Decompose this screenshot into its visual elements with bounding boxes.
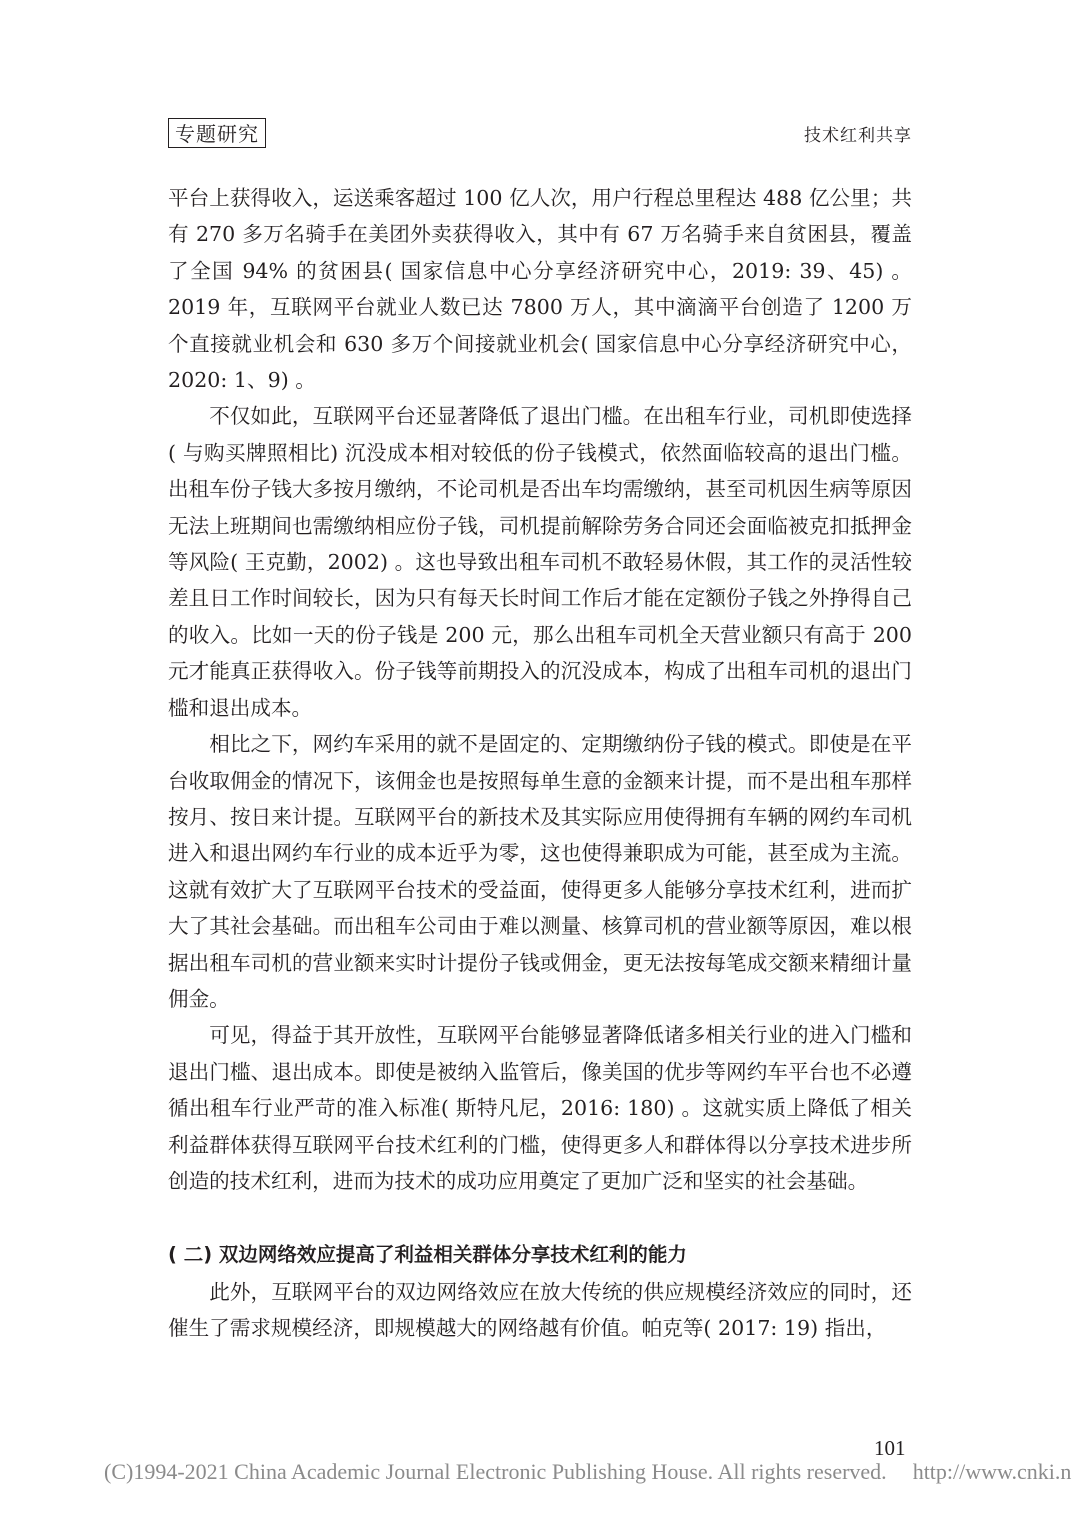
paragraph-2: 不仅如此，互联网平台还显著降低了退出门槛。在出租车行业，司机即使选择( 与购买牌照相比) 沉没成本相对较低的份子钱模式，依然面临较高的退出门槛。出租车份子钱大多按月缴纳，不论司机是否出车均需缴纳，甚至司机因生病等原因无法上班期间也需缴纳相应份子钱，司机提前解除劳务合同还会面临被克扣抵押金等风险( 王克勤，2002) 。这也导致出租车司机不敢轻易休假，其工作的灵活性较差且日工作时间较长，因为只有每天长时间工作后才能在定额份子钱之外挣得自己的收入。比如一天的份子钱是 200 元，那么出租车司机全天营业额只有高于 200 元才能真正获得收入。份子钱等前期投入的沉没成本，构成了出租车司机的退出门槛和退出成本。 (168, 404, 912, 720)
page-number: 101 (874, 1436, 906, 1460)
paragraph-4: 可见，得益于其开放性，互联网平台能够显著降低诸多相关行业的进入门槛和退出门槛、退出成本。即使是被纳入监管后，像美国的优步等网约车平台也不必遵循出租车行业严苛的准入标准( 斯特凡尼，2016: 180) 。这就实质上降低了相关利益群体获得互联网平台技术红利的门槛，使得更多人和群体得以分享技术进步所创造的技术红利，进而为技术的成功应用奠定了更加广泛和坚实的社会基础。 (168, 1023, 912, 1193)
paragraph-5: 此外，互联网平台的双边网络效应在放大传统的供应规模经济效应的同时，还催生了需求规模经济，即规模越大的网络越有价值。帕克等( 2017: 19) 指出， (168, 1279, 912, 1341)
section-label: 专题研究 (168, 118, 266, 148)
copyright-line (104, 1458, 1071, 1486)
paragraph-3: 相比之下，网约车采用的就不是固定的、定期缴纳份子钱的模式。即使是在平台收取佣金的情况下，该佣金也是按照每单生意的金额来计提，而不是出租车那样按月、按日来计提。互联网平台的新技术及其实际应用使得拥有车辆的网约车司机进入和退出网约车行业的成本近乎为零，这也使得兼职成为可能，甚至成为主流。这就有效扩大了互联网平台技术的受益面，使得更多人能够分享技术红利，进而扩大了其社会基础。而出租车公司由于难以测量、核算司机的营业额等原因，难以根据出租车司机的营业额来实时计提份子钱或佣金，更无法按每笔成交额来精细计量佣金。 (168, 732, 912, 1011)
running-title: 技术红利共享 (804, 126, 912, 146)
cnki-url: http://www.cnki.n (912, 1459, 1072, 1484)
article-body (168, 180, 912, 1347)
copyright-text: (C)1994-2021 China Academic Journal Electronic Publishing House. All rights reserved. (104, 1459, 887, 1484)
paragraph-1: 平台上获得收入，运送乘客超过 100 亿人次，用户行程总里程达 488 亿公里；共有 270 多万名骑手在美团外卖获得收入，其中有 67 万名骑手来自贫困县，覆盖了全国 94% 的贫困县( 国家信息中心分享经济研究中心，2019: 39、45) 。2019 年，互联网平台就业人数已达 7800 万人，其中滴滴平台创造了 1200 万个直接就业机会和 630 多万个间接就业机会( 国家信息中心分享经济研究中心，2020: 1、9) 。 (168, 186, 912, 393)
section-subheading: ( 二) 双边网络效应提高了利益相关群体分享技术红利的能力 (168, 1243, 687, 1267)
